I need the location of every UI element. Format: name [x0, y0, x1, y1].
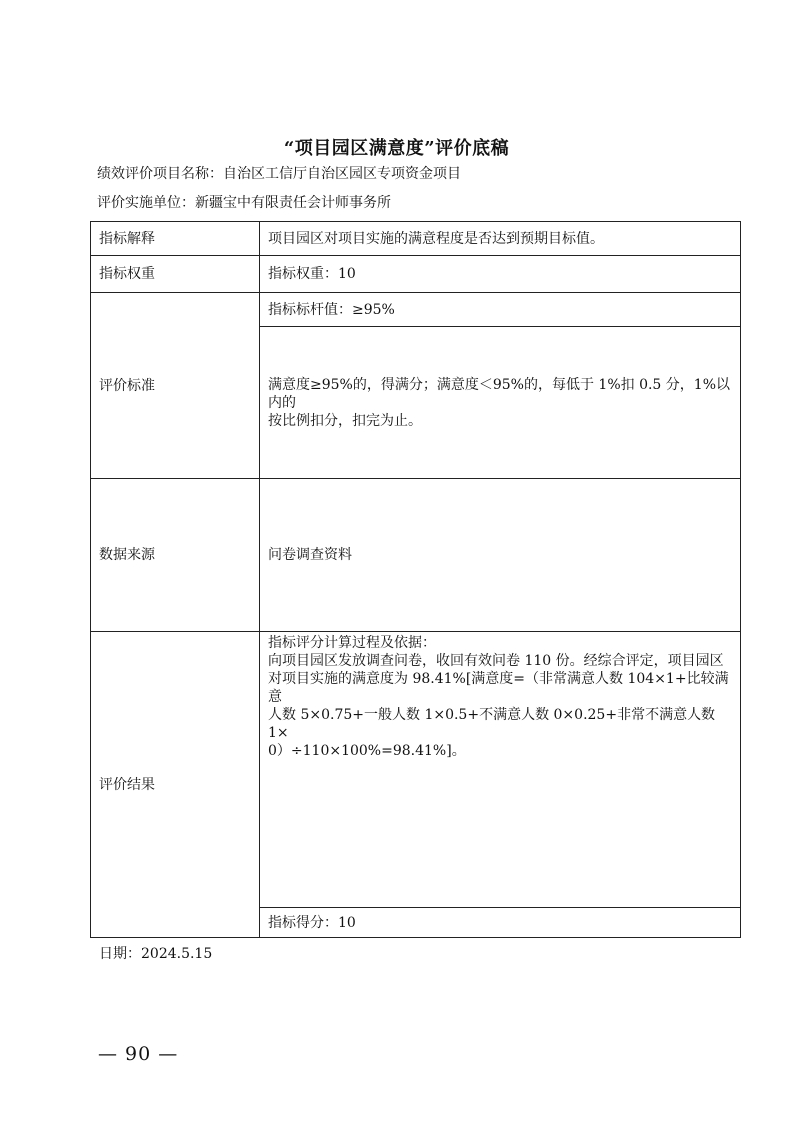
result-line-1: 向项目园区发放调查问卷，收回有效问卷 110 份。经综合评定，项目园区 [268, 653, 724, 669]
source-value: 问卷调查资料 [260, 479, 741, 632]
result-label: 评价结果 [91, 632, 260, 938]
result-line-3: 人数 5×0.75+一般人数 1×0.5+不满意人数 0×0.25+非常不满意人数 1× [268, 707, 716, 741]
document-date: 日期：2024.5.15 [99, 946, 213, 962]
document-title: “项目园区满意度”评价底稿 [283, 138, 510, 159]
benchmark-value: 指标标杆值：≥95% [260, 293, 741, 327]
source-label: 数据来源 [91, 479, 260, 632]
result-heading: 指标评分计算过程及依据： [268, 635, 436, 651]
table-row-result [91, 632, 741, 908]
project-name: 绩效评价项目名称：自治区工信厅自治区园区专项资金项目 [97, 166, 461, 182]
table-row-explanation [91, 222, 741, 256]
implementing-unit: 评价实施单位：新疆宝中有限责任会计师事务所 [97, 195, 391, 211]
table-row-benchmark [91, 293, 741, 327]
result-value [260, 632, 741, 908]
criteria-label: 评价标准 [91, 293, 260, 479]
result-line-4: 0）÷110×100%=98.41%]。 [268, 743, 466, 759]
evaluation-table [90, 221, 741, 938]
explanation-value: 项目园区对项目实施的满意程度是否达到预期目标值。 [260, 222, 741, 256]
page-number: — 90 — [98, 1043, 179, 1065]
score-value: 指标得分：10 [260, 908, 741, 938]
criteria-value [260, 327, 741, 479]
table-row-weight [91, 256, 741, 293]
table-row-source [91, 479, 741, 632]
result-line-2: 对项目实施的满意度为 98.41%[满意度=（非常满意人数 104×1+比较满意 [268, 671, 729, 705]
criteria-line-2: 按比例扣分，扣完为止。 [268, 412, 422, 429]
explanation-label: 指标解释 [91, 222, 260, 256]
criteria-line-1: 满意度≥95%的，得满分；满意度＜95%的，每低于 1%扣 0.5 分，1%以内的 [268, 376, 730, 411]
weight-value: 指标权重：10 [260, 256, 741, 293]
weight-label: 指标权重 [91, 256, 260, 293]
